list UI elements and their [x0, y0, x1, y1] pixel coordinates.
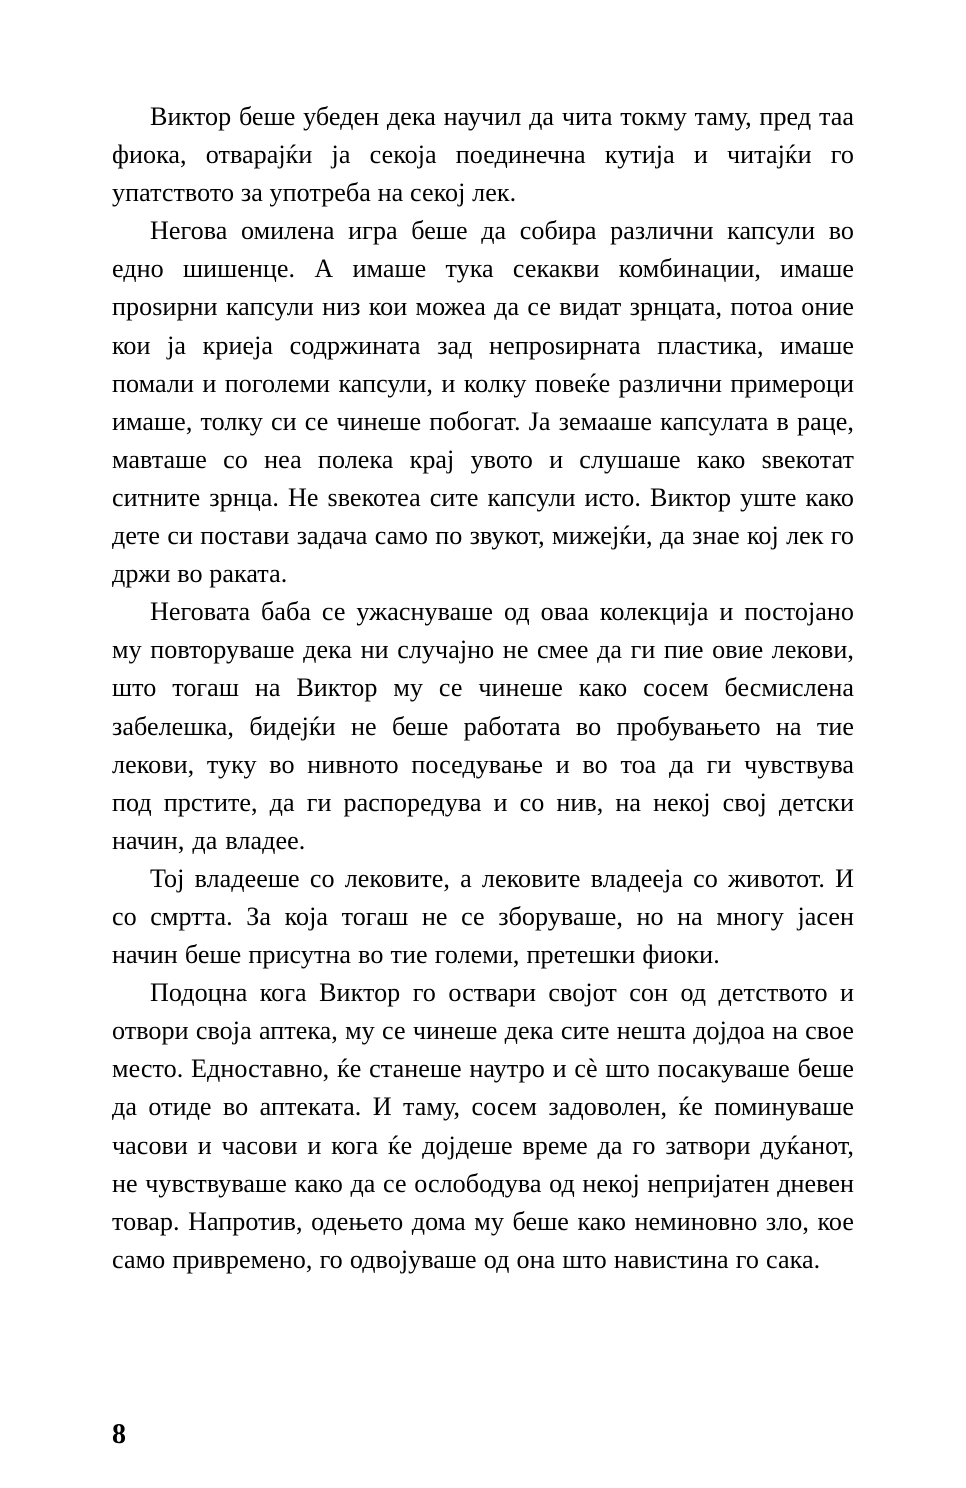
paragraph-4: Тој владееше со лековите, а лековите владееја со животот. И со смртта. За која тогаш не се зборуваше, но на многу јасен начин беше присутна во тие големи, претешки фиоки. — [112, 863, 854, 970]
paragraph-5: Подоцна кога Виктор го оствари својот сон од детството и отвори своја аптека, му се чинеше дека сите нешта дојдоа на свое место. Едноставно, ќе станеше наутро и сè што посакуваше беше да отиде во аптеката. И таму, сосем задоволен, ќе поминуваше часови и часови и кога ќе дојдеше време да го затвори дуќанот, не чувствуваше како да се ослободува од некој непријатен дневен товар. Напротив, одењето дома му беше како неминовно зло, кое само привремено, го одвојуваше од она што навистина го сака. — [112, 978, 854, 1274]
paragraph-1: Виктор беше убеден дека научил да чита токму таму, пред таа фиока, отварајќи ја секоја поединечна кутија и читајќи го упатството за употреба на секој лек. — [112, 102, 854, 208]
paragraph-3: Неговата баба се ужаснуваше од оваа колекција и постојано му повторуваше дека ни случајно не смее да ги пие овие лекови, што тогаш на Виктор му се чинеше како сосем бесмислена забелешка, бидејќи не беше работата во пробувањето на тие лекови, туку во нивното поседување и во тоа да ги чувствува под прстите, да ги распоредува и со нив, на некој свој детски начин, да владее. — [112, 597, 854, 855]
body-text-column — [112, 98, 854, 1279]
paragraph-2: Негова омилена игра беше да собира различни капсули во едно шишенце. А имаше тука секакви комбинации, имаше проѕирни капсули низ кои можеа да се видат зрнцата, потоа оние кои ја криеја содржината зад непроѕирната пластика, имаше помали и поголеми капсули, и колку повеќе различни примероци имаше, толку си се чинеше побогат. Ја земааше капсулата в раце, мавташе со неа полека крај увото и слушаше како ѕвекотат ситните зрнца. Не ѕвекотеа сите капсули исто. Виктор уште како дете си постави задача само по звукот, мижејќи, да знае кој лек го држи во раката. — [112, 216, 854, 589]
page-number: 8 — [112, 1419, 126, 1450]
